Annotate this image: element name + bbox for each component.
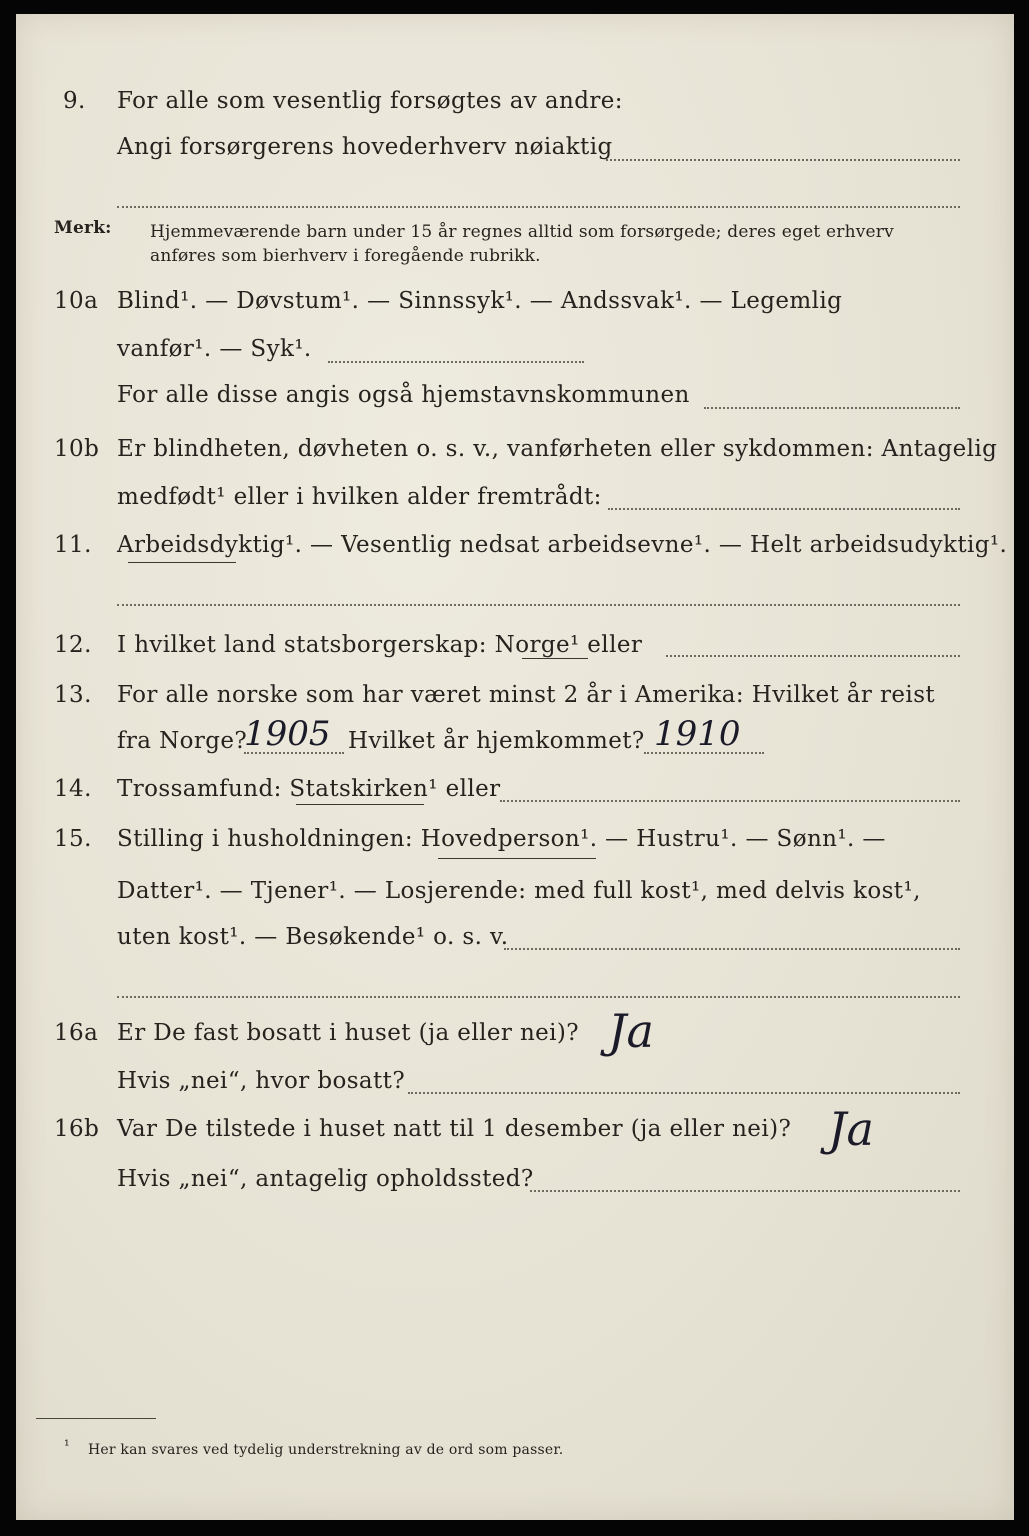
- q13-return-line[interactable]: [644, 752, 764, 754]
- q16b-answer[interactable]: Ja: [828, 1102, 874, 1156]
- q15-underline-mark: [438, 858, 596, 859]
- q12-underline-mark: [522, 658, 588, 659]
- q13-number: 13.: [54, 682, 92, 708]
- q14-line1: Trossamfund: Statskirken¹ eller: [117, 776, 501, 802]
- q16a-answer-line[interactable]: [408, 1092, 960, 1094]
- q11-number: 11.: [54, 532, 92, 558]
- q14-number: 14.: [54, 776, 92, 802]
- q12-number: 12.: [54, 632, 92, 658]
- q10a-line1: Blind¹. — Døvstum¹. — Sinnssyk¹. — Andssvak¹. — Legemlig: [117, 288, 843, 314]
- q9-line1: For alle som vesentlig forsøgtes av andre:: [117, 88, 623, 114]
- q10b-line1: Er blindheten, døvheten o. s. v., vanførheten eller sykdommen: Antagelig: [117, 436, 998, 462]
- q15-number: 15.: [54, 826, 92, 852]
- footnote-mark: ¹: [64, 1438, 70, 1454]
- footnote-text: Her kan svares ved tydelig understrekning av de ord som passer.: [88, 1442, 564, 1458]
- q11-line1: Arbeidsdyktig¹. — Vesentlig nedsat arbeidsevne¹. — Helt arbeidsudyktig¹.: [117, 532, 1008, 558]
- q14-answer-line[interactable]: [500, 800, 960, 802]
- q16b-number: 16b: [54, 1116, 100, 1142]
- q9-answer-line[interactable]: [606, 159, 960, 161]
- q13-line2a: fra Norge?: [117, 728, 248, 754]
- q16b-answer-line[interactable]: [530, 1190, 960, 1192]
- q13-answer-return[interactable]: 1910: [654, 714, 741, 754]
- merk-label: Merk:: [54, 218, 112, 238]
- q15-line3: uten kost¹. — Besøkende¹ o. s. v.: [117, 924, 509, 950]
- q10b-number: 10b: [54, 436, 100, 462]
- q9-number: 9.: [63, 88, 86, 114]
- q15-line2: Datter¹. — Tjener¹. — Losjerende: med full kost¹, med delvis kost¹,: [117, 878, 921, 904]
- q10a-hometown-line[interactable]: [704, 407, 960, 409]
- footnote-rule: [36, 1418, 156, 1419]
- q11-underline-mark: [128, 562, 236, 563]
- q16a-line1: Er De fast bosatt i huset (ja eller nei)?: [117, 1020, 580, 1046]
- q12-answer-line[interactable]: [666, 655, 960, 657]
- q13-departure-line[interactable]: [244, 752, 344, 754]
- q10a-line3: For alle disse angis også hjemstavnskommunen: [117, 382, 690, 408]
- q13-line1: For alle norske som har været minst 2 år i Amerika: Hvilket år reist: [117, 682, 936, 708]
- q9-line2: Angi forsørgerens hovederhverv nøiaktig: [117, 134, 613, 160]
- q13-line2b: Hvilket år hjemkommet?: [348, 728, 645, 754]
- q16a-number: 16a: [54, 1020, 99, 1046]
- q9-answer-line-2[interactable]: [117, 206, 960, 208]
- merk-line2: anføres som bierhverv i foregående rubrikk.: [150, 246, 541, 266]
- q13-answer-departure[interactable]: 1905: [244, 714, 331, 754]
- q15-answer-line-2[interactable]: [117, 996, 960, 998]
- q10b-line2: medfødt¹ eller i hvilken alder fremtrådt:: [117, 484, 602, 510]
- q10a-answer-line[interactable]: [328, 361, 584, 363]
- q14-underline-mark: [296, 804, 424, 805]
- q16a-line2: Hvis „nei“, hvor bosatt?: [117, 1068, 406, 1094]
- q10a-number: 10a: [54, 288, 99, 314]
- q12-line1: I hvilket land statsborgerskap: Norge¹ eller: [117, 632, 643, 658]
- q10b-answer-line[interactable]: [608, 508, 960, 510]
- merk-line1: Hjemmeværende barn under 15 år regnes alltid som forsørgede; deres eget erhverv: [150, 222, 894, 242]
- q15-answer-line[interactable]: [504, 948, 960, 950]
- q16b-line1: Var De tilstede i huset natt til 1 desember (ja eller nei)?: [117, 1116, 792, 1142]
- q10a-line2: vanfør¹. — Syk¹.: [117, 336, 312, 362]
- census-form-page: [16, 14, 1014, 1520]
- q16b-line2: Hvis „nei“, antagelig opholdssted?: [117, 1166, 534, 1192]
- q16a-answer[interactable]: Ja: [608, 1004, 654, 1058]
- q15-line1: Stilling i husholdningen: Hovedperson¹. — Hustru¹. — Sønn¹. —: [117, 826, 886, 852]
- q11-answer-line[interactable]: [117, 604, 960, 606]
